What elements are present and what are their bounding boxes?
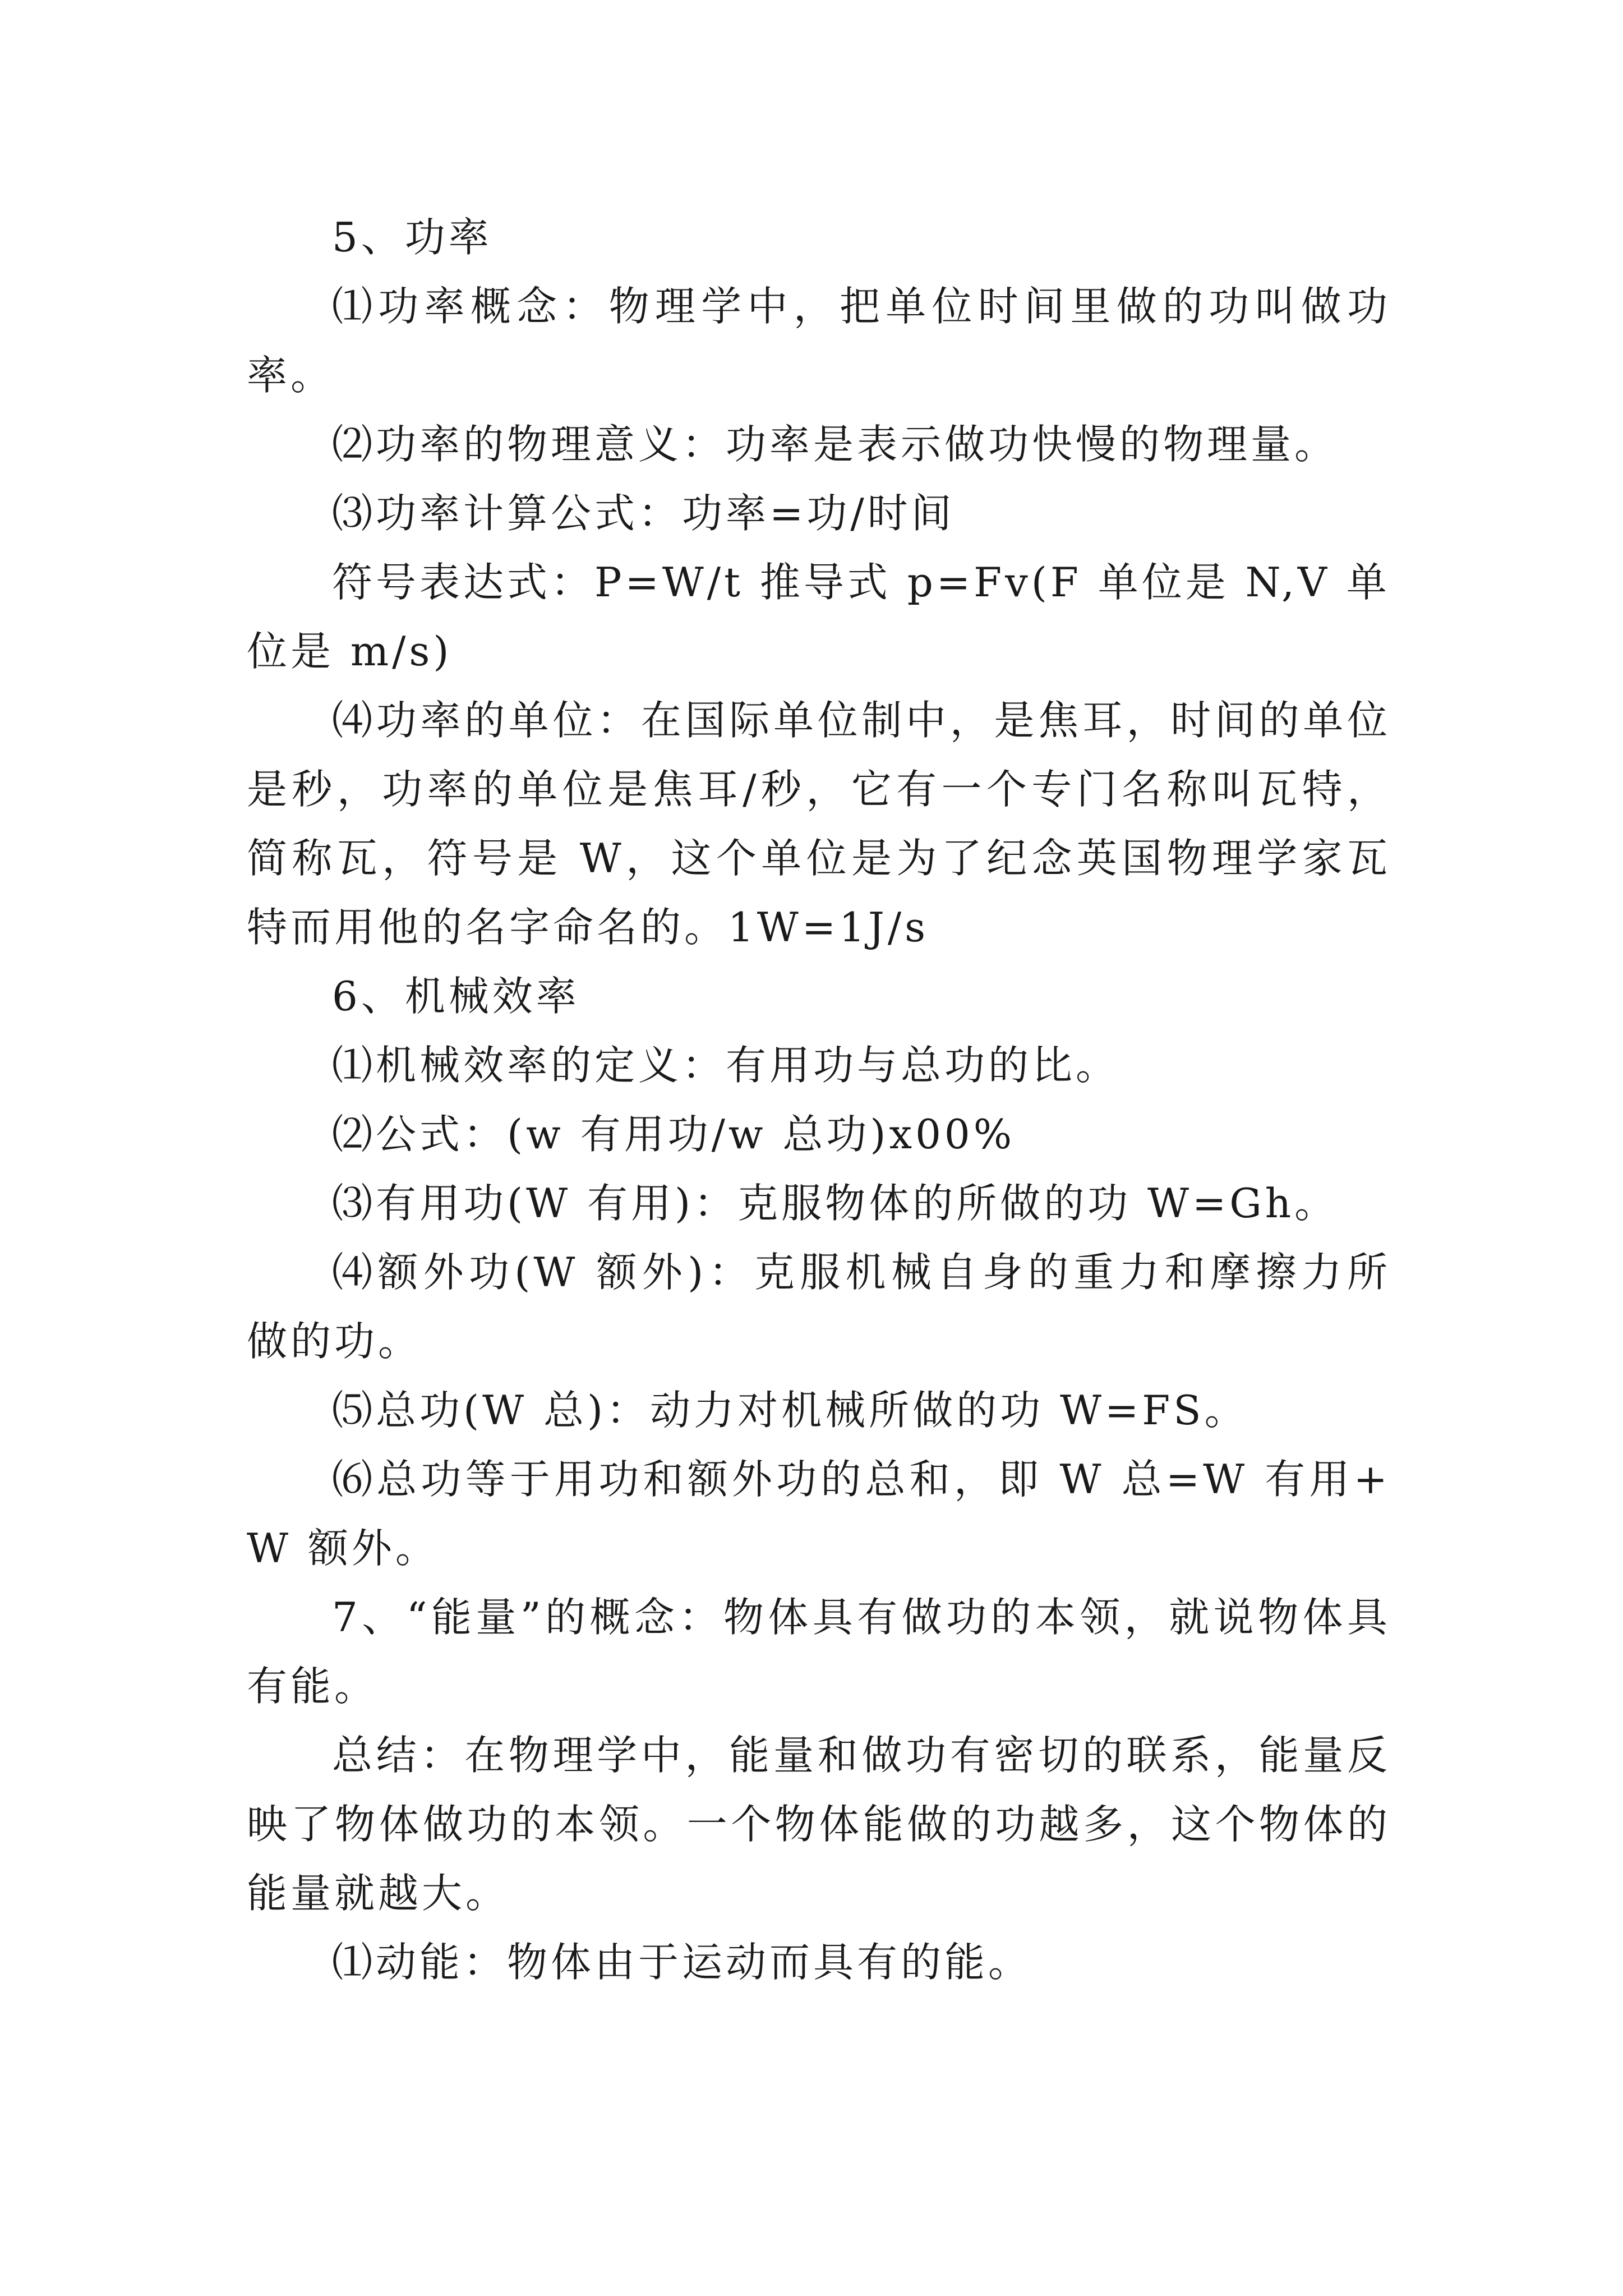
paragraph-power-formula: ⑶功率计算公式：功率=功/时间 — [332, 490, 955, 537]
document-body — [247, 203, 1391, 1997]
paragraph-total-work: ⑸总功(W 总)：动力对机械所做的功 W=FS。 — [332, 1387, 1248, 1434]
paragraph-useful-work: ⑶有用功(W 有用)：克服物体的所做的功 W=Gh。 — [332, 1180, 1339, 1227]
section-heading-power: 5、功率 — [332, 214, 492, 261]
section-heading-efficiency: 6、机械效率 — [332, 973, 580, 1020]
paragraph-symbol-expression: 符号表达式：P=W/t 推导式 p=Fv(F 单位是 N,V 单位是 m/s) — [247, 559, 1390, 675]
paragraph-power-unit: ⑷功率的单位：在国际单位制中，是焦耳，时间的单位是秒，功率的单位是焦耳/秒，它有一个专门名称叫瓦特，简称瓦，符号是 W，这个单位是为了纪念英国物理学家瓦特而用他的名字命名的。1W=1J/s — [247, 697, 1391, 951]
paragraph-efficiency-definition: ⑴机械效率的定义：有用功与总功的比。 — [332, 1042, 1120, 1089]
paragraph-power-meaning: ⑵功率的物理意义：功率是表示做功快慢的物理量。 — [332, 421, 1339, 468]
paragraph-summary: 总结：在物理学中，能量和做功有密切的联系，能量反映了物体做功的本领。一个物体能做的功越多，这个物体的能量就越大。 — [247, 1732, 1391, 1917]
section-heading-energy: 7、“能量”的概念：物体具有做功的本领，就说物体具有能。 — [247, 1594, 1391, 1710]
paragraph-power-concept: ⑴功率概念：物理学中，把单位时间里做的功叫做功率。 — [247, 283, 1391, 399]
paragraph-extra-work: ⑷额外功(W 额外)：克服机械自身的重力和摩擦力所做的功。 — [247, 1249, 1391, 1365]
paragraph-total-work-sum: ⑹总功等于用功和额外功的总和，即 W 总=W 有用+W 额外。 — [247, 1456, 1391, 1572]
paragraph-efficiency-formula: ⑵公式：(w 有用功/w 总功)x00% — [332, 1111, 1016, 1158]
paragraph-kinetic-energy: ⑴动能：物体由于运动而具有的能。 — [332, 1939, 1032, 1986]
